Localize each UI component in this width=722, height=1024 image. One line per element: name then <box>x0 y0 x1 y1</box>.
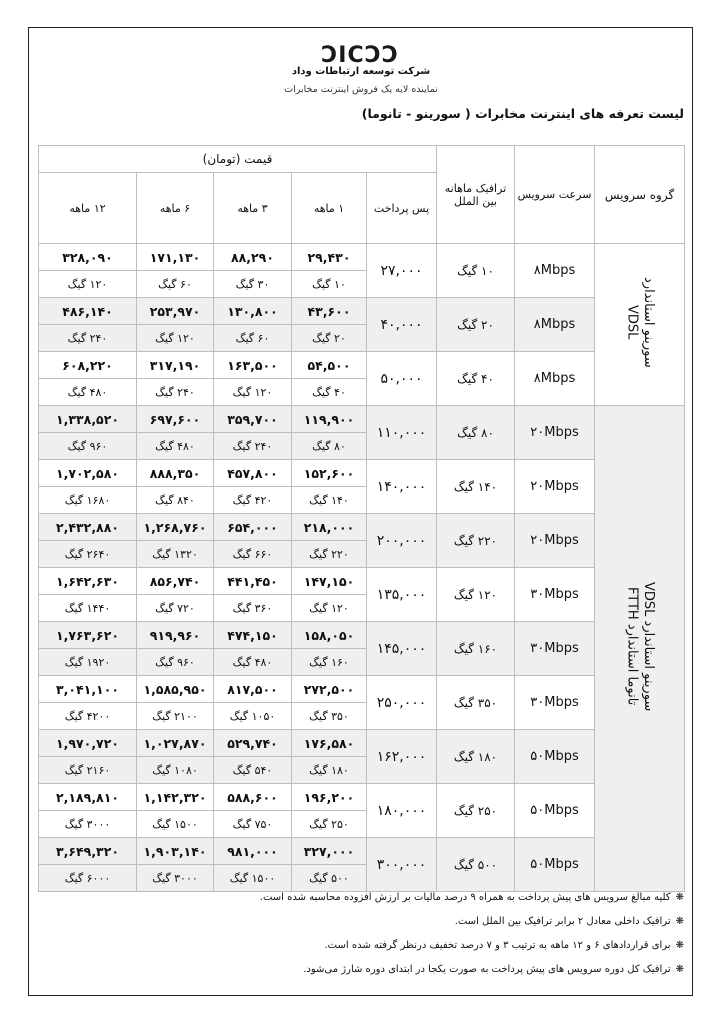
quota-1-month <box>292 649 367 676</box>
price-12-month <box>39 622 137 649</box>
price-quota: ۴۲۰ گیگ <box>232 494 273 507</box>
price-amount: ۹۸۱,۰۰۰ <box>227 843 278 859</box>
speed-cell: ۵۰Mbps <box>515 730 595 784</box>
table-row <box>39 298 685 325</box>
price-1-month <box>292 406 367 433</box>
price-amount: ۵۸۸,۶۰۰ <box>227 789 278 805</box>
asterisk-icon: ❋ <box>675 964 684 975</box>
table-row <box>39 838 685 865</box>
traffic-cell: ۱۸۰ گیگ <box>437 730 515 784</box>
speed-cell: ۳۰Mbps <box>515 568 595 622</box>
price-quota: ۶۶۰ گیگ <box>232 548 273 561</box>
price-3-month <box>214 460 292 487</box>
price-amount: ۴۷۴,۱۵۰ <box>227 627 278 643</box>
quota-3-month <box>214 487 292 514</box>
price-amount: ۱۵۸,۰۵۰ <box>303 627 355 643</box>
quota-12-month <box>39 595 137 622</box>
price-amount: ۲۵۳,۹۷۰ <box>149 303 201 319</box>
quota-3-month <box>214 649 292 676</box>
quota-12-month <box>39 325 137 352</box>
group-1-line-2: VDSL <box>624 305 640 340</box>
traffic-cell: ۴۰ گیگ <box>437 352 515 406</box>
price-3-month <box>214 838 292 865</box>
price-6-month <box>137 838 214 865</box>
quota-6-month <box>137 541 214 568</box>
price-quota: ۸۴۰ گیگ <box>155 494 195 507</box>
price-amount: ۱۱۹,۹۰۰ <box>303 411 355 427</box>
quota-6-month <box>137 811 214 838</box>
price-3-month <box>214 406 292 433</box>
quota-1-month <box>292 757 367 784</box>
agent-line: نماینده لایه یک فروش اینترنت مخابرات <box>284 84 438 95</box>
table-row <box>39 244 685 271</box>
price-quota: ۲۴۰ گیگ <box>155 386 195 399</box>
traffic-cell: ۱۲۰ گیگ <box>437 568 515 622</box>
price-1-month <box>292 460 367 487</box>
quota-1-month <box>292 271 367 298</box>
price-6-month <box>137 730 214 757</box>
price-amount: ۱۹۶,۲۰۰ <box>303 789 355 805</box>
postpaid-price: ۱۶۲,۰۰۰ <box>367 730 437 784</box>
price-3-month <box>214 568 292 595</box>
quota-3-month <box>214 811 292 838</box>
speed-cell: ۸Mbps <box>515 352 595 406</box>
price-amount: ۲,۱۸۹,۸۱۰ <box>56 789 119 805</box>
postpaid-price: ۳۰۰,۰۰۰ <box>367 838 437 892</box>
price-quota: ۱۴۴۰ گیگ <box>64 602 111 615</box>
price-6-month <box>137 298 214 325</box>
price-amount: ۳۵۹,۷۰۰ <box>227 411 278 427</box>
footnote-text: ترافیک کل دوره سرویس های پیش پرداخت به صورت یکجا در ابتدای دوره شارژ می‌شود. <box>303 964 671 975</box>
header-3-month: ۳ ماهه <box>214 173 292 244</box>
price-quota: ۴۰ گیگ <box>312 386 346 399</box>
price-3-month <box>214 244 292 271</box>
price-amount: ۲۱۸,۰۰۰ <box>303 519 355 535</box>
speed-cell: ۸Mbps <box>515 244 595 298</box>
postpaid-price: ۱۴۵,۰۰۰ <box>367 622 437 676</box>
price-1-month <box>292 244 367 271</box>
price-quota: ۱۰۵۰ گیگ <box>229 710 276 723</box>
postpaid-price: ۵۰,۰۰۰ <box>367 352 437 406</box>
price-amount: ۱,۹۷۰,۷۲۰ <box>56 735 119 751</box>
price-amount: ۳۲۷,۰۰۰ <box>303 843 355 859</box>
price-6-month <box>137 406 214 433</box>
price-quota: ۲۴۰ گیگ <box>67 332 108 345</box>
price-amount: ۸۵۶,۷۴۰ <box>149 573 201 589</box>
price-12-month <box>39 784 137 811</box>
price-quota: ۲۱۰۰ گیگ <box>152 710 198 723</box>
price-6-month <box>137 784 214 811</box>
quota-3-month <box>214 595 292 622</box>
price-amount: ۱,۰۲۷,۸۷۰ <box>143 735 207 751</box>
table-row <box>39 622 685 649</box>
price-amount: ۱,۷۶۳,۶۲۰ <box>56 627 119 643</box>
price-amount: ۴۳,۶۰۰ <box>307 303 351 319</box>
speed-cell: ۳۰Mbps <box>515 676 595 730</box>
service-group-1 <box>595 244 685 406</box>
table-row <box>39 568 685 595</box>
price-1-month <box>292 730 367 757</box>
price-3-month <box>214 514 292 541</box>
price-6-month <box>137 244 214 271</box>
price-quota: ۱۶۰ گیگ <box>309 656 349 669</box>
quota-6-month <box>137 649 214 676</box>
table-row <box>39 406 685 433</box>
price-quota: ۶۰۰۰ گیگ <box>64 872 111 885</box>
quota-1-month <box>292 379 367 406</box>
traffic-cell: ۲۰ گیگ <box>437 298 515 352</box>
price-quota: ۱۰ گیگ <box>312 278 346 291</box>
traffic-cell: ۲۵۰ گیگ <box>437 784 515 838</box>
page-title: لیست تعرفه های اینترنت مخابرات ( سورینو - تانوما) <box>361 106 684 121</box>
table-row <box>39 352 685 379</box>
group-2-line-1: سورینو استاندارد VDSL <box>640 581 656 712</box>
price-3-month <box>214 676 292 703</box>
price-amount: ۲,۴۳۲,۸۸۰ <box>56 519 119 535</box>
price-12-month <box>39 568 137 595</box>
price-amount: ۶۹۷,۶۰۰ <box>149 411 201 427</box>
price-quota: ۴۲۰۰ گیگ <box>64 710 111 723</box>
header-12-month: ۱۲ ماهه <box>39 173 137 244</box>
price-1-month <box>292 514 367 541</box>
price-amount: ۴۸۶,۱۴۰ <box>62 303 113 319</box>
price-amount: ۱,۲۶۸,۷۶۰ <box>143 519 207 535</box>
traffic-cell: ۸۰ گیگ <box>437 406 515 460</box>
price-quota: ۹۶۰ گیگ <box>67 440 108 453</box>
price-quota: ۱۲۰ گیگ <box>155 332 195 345</box>
price-quota: ۲۵۰ گیگ <box>309 818 349 831</box>
postpaid-price: ۲۰۰,۰۰۰ <box>367 514 437 568</box>
price-amount: ۱,۱۴۲,۳۲۰ <box>143 789 207 805</box>
price-amount: ۱۵۲,۶۰۰ <box>303 465 355 481</box>
footnote <box>44 886 684 910</box>
price-quota: ۲۴۰ گیگ <box>232 440 273 453</box>
footnote <box>44 910 684 934</box>
price-amount: ۱,۷۰۲,۵۸۰ <box>56 465 119 481</box>
speed-cell: ۵۰Mbps <box>515 838 595 892</box>
price-quota: ۵۰۰ گیگ <box>309 872 349 885</box>
traffic-cell: ۵۰۰ گیگ <box>437 838 515 892</box>
table-row <box>39 784 685 811</box>
price-12-month <box>39 838 137 865</box>
price-amount: ۱,۵۸۵,۹۵۰ <box>143 681 207 697</box>
price-1-month <box>292 622 367 649</box>
price-amount: ۳۱۷,۱۹۰ <box>149 357 201 373</box>
price-12-month <box>39 514 137 541</box>
quota-3-month <box>214 433 292 460</box>
price-quota: ۵۴۰ گیگ <box>232 764 273 777</box>
price-6-month <box>137 460 214 487</box>
traffic-cell: ۱۴۰ گیگ <box>437 460 515 514</box>
postpaid-price: ۱۴۰,۰۰۰ <box>367 460 437 514</box>
price-12-month <box>39 352 137 379</box>
price-quota: ۱۵۰۰ گیگ <box>152 818 198 831</box>
price-quota: ۷۲۰ گیگ <box>155 602 195 615</box>
price-amount: ۴۵۷,۸۰۰ <box>227 465 278 481</box>
price-amount: ۳,۶۴۹,۳۲۰ <box>56 843 119 859</box>
price-quota: ۳۰۰۰ گیگ <box>152 872 198 885</box>
postpaid-price: ۴۰,۰۰۰ <box>367 298 437 352</box>
price-quota: ۲۰ گیگ <box>312 332 346 345</box>
speed-cell: ۳۰Mbps <box>515 622 595 676</box>
quota-3-month <box>214 379 292 406</box>
price-quota: ۴۸۰ گیگ <box>155 440 195 453</box>
postpaid-price: ۱۸۰,۰۰۰ <box>367 784 437 838</box>
price-6-month <box>137 676 214 703</box>
price-amount: ۱۳۰,۸۰۰ <box>227 303 278 319</box>
header-speed: سرعت سرویس <box>515 146 595 244</box>
quota-12-month <box>39 379 137 406</box>
table-row <box>39 730 685 757</box>
price-amount: ۱,۶۴۲,۶۳۰ <box>56 573 119 589</box>
price-12-month <box>39 676 137 703</box>
logo-text: ƆICƆƆ <box>321 43 399 68</box>
footnote <box>44 934 684 958</box>
footnote-text: کلیه مبالغ سرویس های پیش پرداخت به همراه ۹ درصد مالیات بر ارزش افزوده محاسبه شده است. <box>259 892 671 903</box>
speed-cell: ۵۰Mbps <box>515 784 595 838</box>
price-amount: ۸۸۸,۳۵۰ <box>149 465 201 481</box>
quota-12-month <box>39 541 137 568</box>
price-quota: ۱۸۰ گیگ <box>309 764 349 777</box>
table-row <box>39 460 685 487</box>
price-amount: ۲۷۲,۵۰۰ <box>303 681 355 697</box>
price-quota: ۴۸۰ گیگ <box>232 656 273 669</box>
header-1-month: ۱ ماهه <box>292 173 367 244</box>
price-quota: ۶۰ گیگ <box>158 278 192 291</box>
price-12-month <box>39 298 137 325</box>
quota-1-month <box>292 811 367 838</box>
postpaid-price: ۱۱۰,۰۰۰ <box>367 406 437 460</box>
quota-6-month <box>137 487 214 514</box>
quota-6-month <box>137 379 214 406</box>
tariff-table <box>38 145 685 892</box>
table-row <box>39 514 685 541</box>
price-12-month <box>39 244 137 271</box>
quota-6-month <box>137 325 214 352</box>
price-1-month <box>292 352 367 379</box>
quota-1-month <box>292 325 367 352</box>
quota-12-month <box>39 271 137 298</box>
header-traffic: ترافیک ماهانه بین الملل <box>437 146 515 244</box>
price-amount: ۴۴۱,۴۵۰ <box>227 573 278 589</box>
price-quota: ۱۲۰ گیگ <box>309 602 349 615</box>
quota-12-month <box>39 649 137 676</box>
price-quota: ۱۴۰ گیگ <box>309 494 349 507</box>
price-quota: ۱۶۸۰ گیگ <box>64 494 111 507</box>
price-quota: ۳۰۰۰ گیگ <box>64 818 111 831</box>
speed-cell: ۲۰Mbps <box>515 406 595 460</box>
price-quota: ۱۲۰ گیگ <box>67 278 108 291</box>
price-quota: ۶۰ گیگ <box>235 332 270 345</box>
asterisk-icon: ❋ <box>675 940 684 951</box>
quota-12-month <box>39 757 137 784</box>
traffic-cell: ۱۶۰ گیگ <box>437 622 515 676</box>
price-amount: ۱۶۳,۵۰۰ <box>227 357 278 373</box>
price-3-month <box>214 352 292 379</box>
postpaid-price: ۱۳۵,۰۰۰ <box>367 568 437 622</box>
price-quota: ۱۵۰۰ گیگ <box>229 872 276 885</box>
table-row <box>39 676 685 703</box>
quota-6-month <box>137 703 214 730</box>
quota-3-month <box>214 703 292 730</box>
quota-12-month <box>39 703 137 730</box>
price-amount: ۲۹,۴۳۰ <box>307 249 351 265</box>
traffic-cell: ۱۰ گیگ <box>437 244 515 298</box>
price-amount: ۱۷۱,۱۳۰ <box>149 249 201 265</box>
price-3-month <box>214 730 292 757</box>
quota-6-month <box>137 271 214 298</box>
price-1-month <box>292 568 367 595</box>
price-quota: ۹۶۰ گیگ <box>155 656 195 669</box>
asterisk-icon: ❋ <box>675 892 684 903</box>
quota-1-month <box>292 595 367 622</box>
quota-12-month <box>39 811 137 838</box>
price-quota: ۷۵۰ گیگ <box>232 818 273 831</box>
price-amount: ۸۱۷,۵۰۰ <box>227 681 278 697</box>
price-amount: ۳۲۸,۰۹۰ <box>62 249 113 265</box>
price-6-month <box>137 514 214 541</box>
company-name: شرکت توسعه ارتباطات وداد <box>291 66 431 77</box>
quota-3-month <box>214 757 292 784</box>
header-group: گروه سرویس <box>595 146 685 244</box>
footnote <box>44 958 684 982</box>
quota-1-month <box>292 433 367 460</box>
quota-6-month <box>137 433 214 460</box>
quota-12-month <box>39 433 137 460</box>
price-12-month <box>39 406 137 433</box>
price-quota: ۱۲۰ گیگ <box>232 386 273 399</box>
quota-1-month <box>292 541 367 568</box>
asterisk-icon: ❋ <box>675 916 684 927</box>
quota-6-month <box>137 595 214 622</box>
speed-cell: ۲۰Mbps <box>515 460 595 514</box>
quota-1-month <box>292 703 367 730</box>
price-quota: ۱۰۸۰ گیگ <box>152 764 198 777</box>
price-1-month <box>292 838 367 865</box>
quota-1-month <box>292 487 367 514</box>
price-12-month <box>39 730 137 757</box>
price-12-month <box>39 460 137 487</box>
header-postpaid: پس پرداخت <box>367 173 437 244</box>
price-amount: ۶۵۴,۰۰۰ <box>227 519 278 535</box>
price-quota: ۸۰ گیگ <box>312 440 346 453</box>
price-quota: ۳۶۰ گیگ <box>232 602 273 615</box>
price-quota: ۱۳۲۰ گیگ <box>152 548 198 561</box>
price-amount: ۱۷۶,۵۸۰ <box>303 735 355 751</box>
price-quota: ۲۲۰ گیگ <box>309 548 349 561</box>
price-6-month <box>137 568 214 595</box>
price-quota: ۲۶۴۰ گیگ <box>64 548 111 561</box>
price-1-month <box>292 784 367 811</box>
price-6-month <box>137 622 214 649</box>
footnotes <box>44 886 684 982</box>
price-amount: ۶۰۸,۲۲۰ <box>62 357 113 373</box>
header-price: قیمت (تومان) <box>39 146 437 173</box>
postpaid-price: ۲۵۰,۰۰۰ <box>367 676 437 730</box>
price-amount: ۳,۰۴۱,۱۰۰ <box>56 681 119 697</box>
price-amount: ۸۸,۲۹۰ <box>231 249 274 265</box>
quota-3-month <box>214 271 292 298</box>
service-group-2 <box>595 406 685 892</box>
price-1-month <box>292 676 367 703</box>
price-amount: ۱۴۷,۱۵۰ <box>303 573 355 589</box>
speed-cell: ۲۰Mbps <box>515 514 595 568</box>
quota-6-month <box>137 757 214 784</box>
price-amount: ۹۱۹,۹۶۰ <box>149 627 201 643</box>
price-amount: ۵۲۹,۷۴۰ <box>227 735 278 751</box>
footnote-text: ترافیک داخلی معادل ۲ برابر ترافیک بین الملل است. <box>454 916 671 927</box>
price-3-month <box>214 622 292 649</box>
quota-12-month <box>39 487 137 514</box>
price-6-month <box>137 352 214 379</box>
price-quota: ۴۸۰ گیگ <box>67 386 108 399</box>
price-quota: ۲۱۶۰ گیگ <box>64 764 111 777</box>
speed-cell: ۸Mbps <box>515 298 595 352</box>
postpaid-price: ۲۷,۰۰۰ <box>367 244 437 298</box>
group-1-line-1: سورینو استاندارد <box>640 277 656 368</box>
price-amount: ۵۴,۵۰۰ <box>307 357 351 373</box>
footnote-text: برای قراردادهای ۶ و ۱۲ ماهه به ترتیب ۳ و ۷ درصد تخفیف درنظر گرفته شده است. <box>324 940 671 951</box>
price-amount: ۱,۹۰۳,۱۴۰ <box>143 843 207 859</box>
header-6-month: ۶ ماهه <box>137 173 214 244</box>
price-quota: ۱۹۲۰ گیگ <box>64 656 111 669</box>
price-amount: ۱,۳۳۸,۵۲۰ <box>56 411 119 427</box>
price-1-month <box>292 298 367 325</box>
traffic-cell: ۳۵۰ گیگ <box>437 676 515 730</box>
quota-3-month <box>214 541 292 568</box>
price-3-month <box>214 784 292 811</box>
quota-3-month <box>214 325 292 352</box>
price-quota: ۳۰ گیگ <box>235 278 270 291</box>
price-quota: ۳۵۰ گیگ <box>309 710 349 723</box>
group-2-line-2: تانوما استاندارد FTTH <box>624 587 640 706</box>
price-3-month <box>214 298 292 325</box>
traffic-cell: ۲۲۰ گیگ <box>437 514 515 568</box>
